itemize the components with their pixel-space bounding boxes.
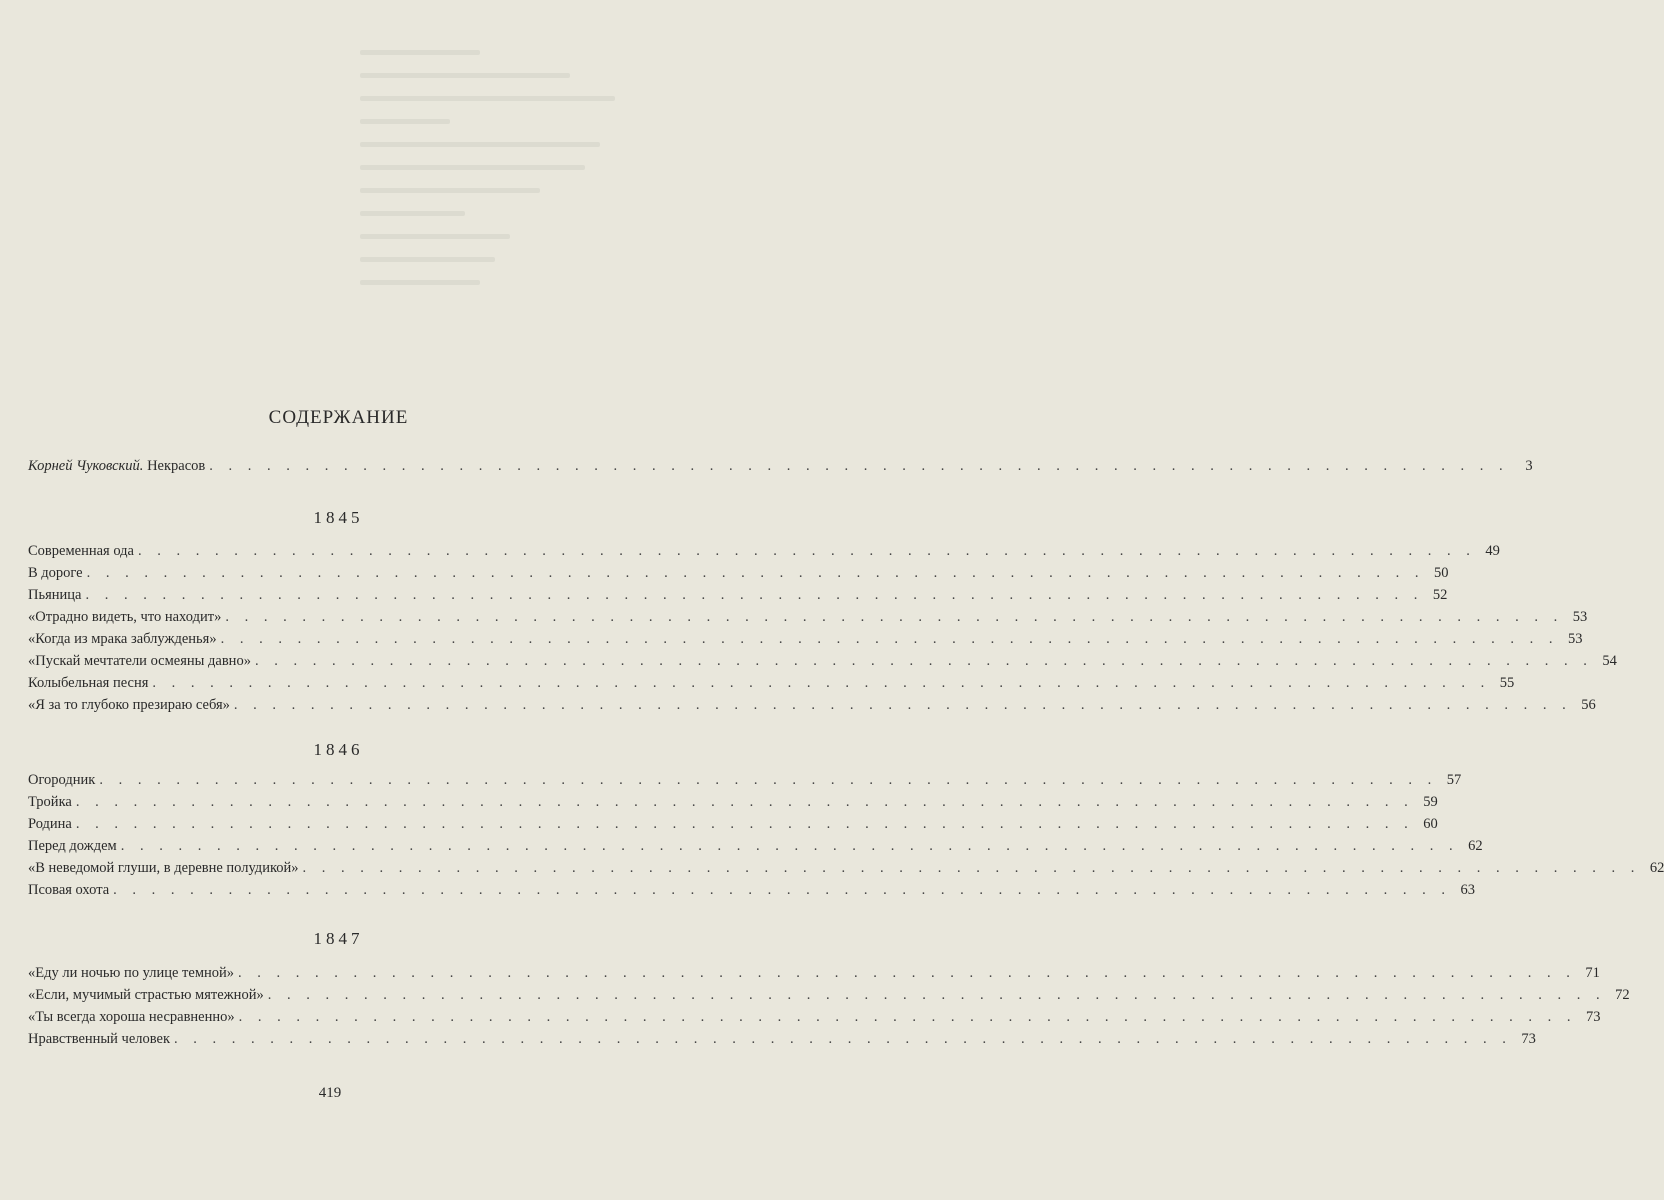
toc-entry-page: 73 [1586, 1009, 1601, 1025]
section-year-1845: 1845 [313, 508, 364, 527]
toc-entry-page: 55 [1499, 675, 1515, 691]
toc-entry-page: 54 [1602, 653, 1617, 669]
toc-row [28, 628, 1583, 650]
toc-entry-title: «Еду ли ночью по улице темной» [28, 965, 235, 981]
toc-row [28, 540, 1500, 562]
dot-leader: . . . . . . . . . . . . . . . . . . . . . . . . . . . . . . . . . . . . . . . . . . . . . . . . . . . . . . . . . . . . . . . . . . . . . . [267, 987, 1606, 1003]
toc-entry-title: Колыбельная песня [28, 675, 149, 691]
toc-row [28, 769, 1462, 791]
toc-row [28, 791, 1438, 813]
toc-entry-title: Родина [28, 816, 72, 832]
section-list-1845 [28, 540, 1617, 716]
toc-entry-page: 57 [1446, 772, 1462, 788]
toc-row [28, 962, 1600, 984]
toc-entry-title: «Я за то глубоко презираю себя» [28, 697, 230, 713]
toc-entry-page: 62 [1649, 860, 1664, 876]
toc-row [28, 835, 1483, 857]
intro-title: Некрасов [147, 458, 206, 474]
toc-entry-page: 52 [1432, 587, 1448, 603]
toc-entry-page: 63 [1460, 882, 1476, 898]
dot-leader: . . . . . . . . . . . . . . . . . . . . . . . . . . . . . . . . . . . . . . . . . . . . . . . . . . . . . . . . . . . . . . . . . . . . . . [302, 860, 1641, 876]
intro-entry [28, 455, 1533, 477]
dot-leader: . . . . . . . . . . . . . . . . . . . . . . . . . . . . . . . . . . . . . . . . . . . . . . . . . . . . . . . . . . . . . . . . . . . . . . [120, 838, 1459, 854]
toc-entry-title: Современная ода [28, 543, 134, 559]
toc-row [28, 455, 1533, 477]
dot-leader: . . . . . . . . . . . . . . . . . . . . . . . . . . . . . . . . . . . . . . . . . . . . . . . . . . . . . . . . . . . . . . . . . . . . . . [86, 565, 1425, 581]
dot-leader: . . . . . . . . . . . . . . . . . . . . . . . . . . . . . . . . . . . . . . . . . . . . . . . . . . . . . . . . . . . . . . . . . . . . . . [152, 675, 1491, 691]
toc-entry-page: 49 [1485, 543, 1500, 559]
toc-entry-text [28, 455, 209, 477]
toc-entry-title: Огородник [28, 772, 96, 788]
toc-row [28, 1028, 1536, 1050]
dot-leader: . . . . . . . . . . . . . . . . . . . . . . . . . . . . . . . . . . . . . . . . . . . . . . . . . . . . . . . . . . . . . . . . . . . . . . [75, 794, 1414, 810]
dot-leader: . . . . . . . . . . . . . . . . . . . . . . . . . . . . . . . . . . . . . . . . . . . . . . . . . . . . . . . . . . . . . . . . . . . . . . [75, 816, 1414, 832]
toc-entry-title: Пьяница [28, 587, 82, 603]
toc-entry-page: 56 [1581, 697, 1596, 713]
dot-leader: . . . . . . . . . . . . . . . . . . . . . . . . . . . . . . . . . . . . . . . . . . . . . . . . . . . . . . . . . . . . . . . . . . . . . . [174, 1031, 1512, 1047]
toc-entry-page: 60 [1423, 816, 1438, 832]
toc-row [28, 562, 1449, 584]
toc-entry-page: 71 [1585, 965, 1600, 981]
dot-leader: . . . . . . . . . . . . . . . . . . . . . . . . . . . . . . . . . . . . . . . . . . . . . . . . . . . . . . . . . . . . . . . . . . . . . . [137, 543, 1476, 559]
toc-row [28, 672, 1515, 694]
toc-row [28, 584, 1448, 606]
toc-entry-title: «В неведомой глуши, в деревне полудикой» [28, 860, 299, 876]
bleed-through-text [360, 50, 660, 390]
dot-leader: . . . . . . . . . . . . . . . . . . . . . . . . . . . . . . . . . . . . . . . . . . . . . . . . . . . . . . . . . . . . . . . . . . . . . . [233, 697, 1572, 713]
toc-entry-page: 73 [1521, 1031, 1536, 1047]
toc-entry-page: 53 [1567, 631, 1583, 647]
toc-entry-title: Нравственный человек [28, 1031, 170, 1047]
toc-entry-title: В дороге [28, 565, 83, 581]
dot-leader: . . . . . . . . . . . . . . . . . . . . . . . . . . . . . . . . . . . . . . . . . . . . . . . . . . . . . . . . . . . . . . . . . . . . . . [220, 631, 1559, 647]
intro-author: Корней Чуковский. [28, 458, 144, 474]
toc-row [28, 879, 1476, 901]
dot-leader: . . . . . . . . . . . . . . . . . . . . . . . . . . . . . . . . . . . . . . . . . . . . . . . . . . . . . . . . . . . . . . . . . . . . [209, 458, 1509, 474]
section-year-1846: 1846 [313, 740, 364, 759]
toc-entry-title: «Ты всегда хороша несравненно» [28, 1009, 235, 1025]
toc-entry-title: «Когда из мрака заблужденья» [28, 631, 217, 647]
toc-entry-title: «Если, мучимый страстью мятежной» [28, 987, 264, 1003]
toc-row [28, 984, 1630, 1006]
toc-entry-title: Псовая охота [28, 882, 110, 898]
section-list-1847 [28, 962, 1630, 1050]
dot-leader: . . . . . . . . . . . . . . . . . . . . . . . . . . . . . . . . . . . . . . . . . . . . . . . . . . . . . . . . . . . . . . . . . . . . . . [225, 609, 1564, 625]
intro-page: 3 [1525, 458, 1533, 474]
dot-leader: . . . . . . . . . . . . . . . . . . . . . . . . . . . . . . . . . . . . . . . . . . . . . . . . . . . . . . . . . . . . . . . . . . . . . . [85, 587, 1424, 603]
toc-entry-page: 59 [1423, 794, 1438, 810]
toc-entry-page: 50 [1434, 565, 1449, 581]
toc-row [28, 813, 1438, 835]
toc-row [28, 650, 1617, 672]
section-list-1846 [28, 769, 1664, 901]
contents-title: СОДЕРЖАНИЕ [268, 407, 409, 428]
toc-entry-page: 53 [1572, 609, 1588, 625]
toc-entry-title: Перед дождем [28, 838, 117, 854]
dot-leader: . . . . . . . . . . . . . . . . . . . . . . . . . . . . . . . . . . . . . . . . . . . . . . . . . . . . . . . . . . . . . . . . . . . . . . [238, 965, 1576, 981]
dot-leader: . . . . . . . . . . . . . . . . . . . . . . . . . . . . . . . . . . . . . . . . . . . . . . . . . . . . . . . . . . . . . . . . . . . . . . [99, 772, 1438, 788]
toc-row [28, 694, 1596, 716]
toc-entry-page: 72 [1615, 987, 1630, 1003]
page-number: 419 [318, 1085, 342, 1101]
toc-row [28, 606, 1588, 628]
dot-leader: . . . . . . . . . . . . . . . . . . . . . . . . . . . . . . . . . . . . . . . . . . . . . . . . . . . . . . . . . . . . . . . . . . . . . . [238, 1009, 1577, 1025]
dot-leader: . . . . . . . . . . . . . . . . . . . . . . . . . . . . . . . . . . . . . . . . . . . . . . . . . . . . . . . . . . . . . . . . . . . . . . [113, 882, 1452, 898]
toc-entry-title: «Отрадно видеть, что находит» [28, 609, 222, 625]
toc-entry-page: 62 [1468, 838, 1483, 854]
toc-entry-title: «Пускай мечтатели осмеяны давно» [28, 653, 251, 669]
toc-entry-title: Тройка [28, 794, 72, 810]
section-year-1847: 1847 [313, 929, 364, 948]
toc-row [28, 1006, 1601, 1028]
toc-row [28, 857, 1664, 879]
dot-leader: . . . . . . . . . . . . . . . . . . . . . . . . . . . . . . . . . . . . . . . . . . . . . . . . . . . . . . . . . . . . . . . . . . . . . . [254, 653, 1593, 669]
